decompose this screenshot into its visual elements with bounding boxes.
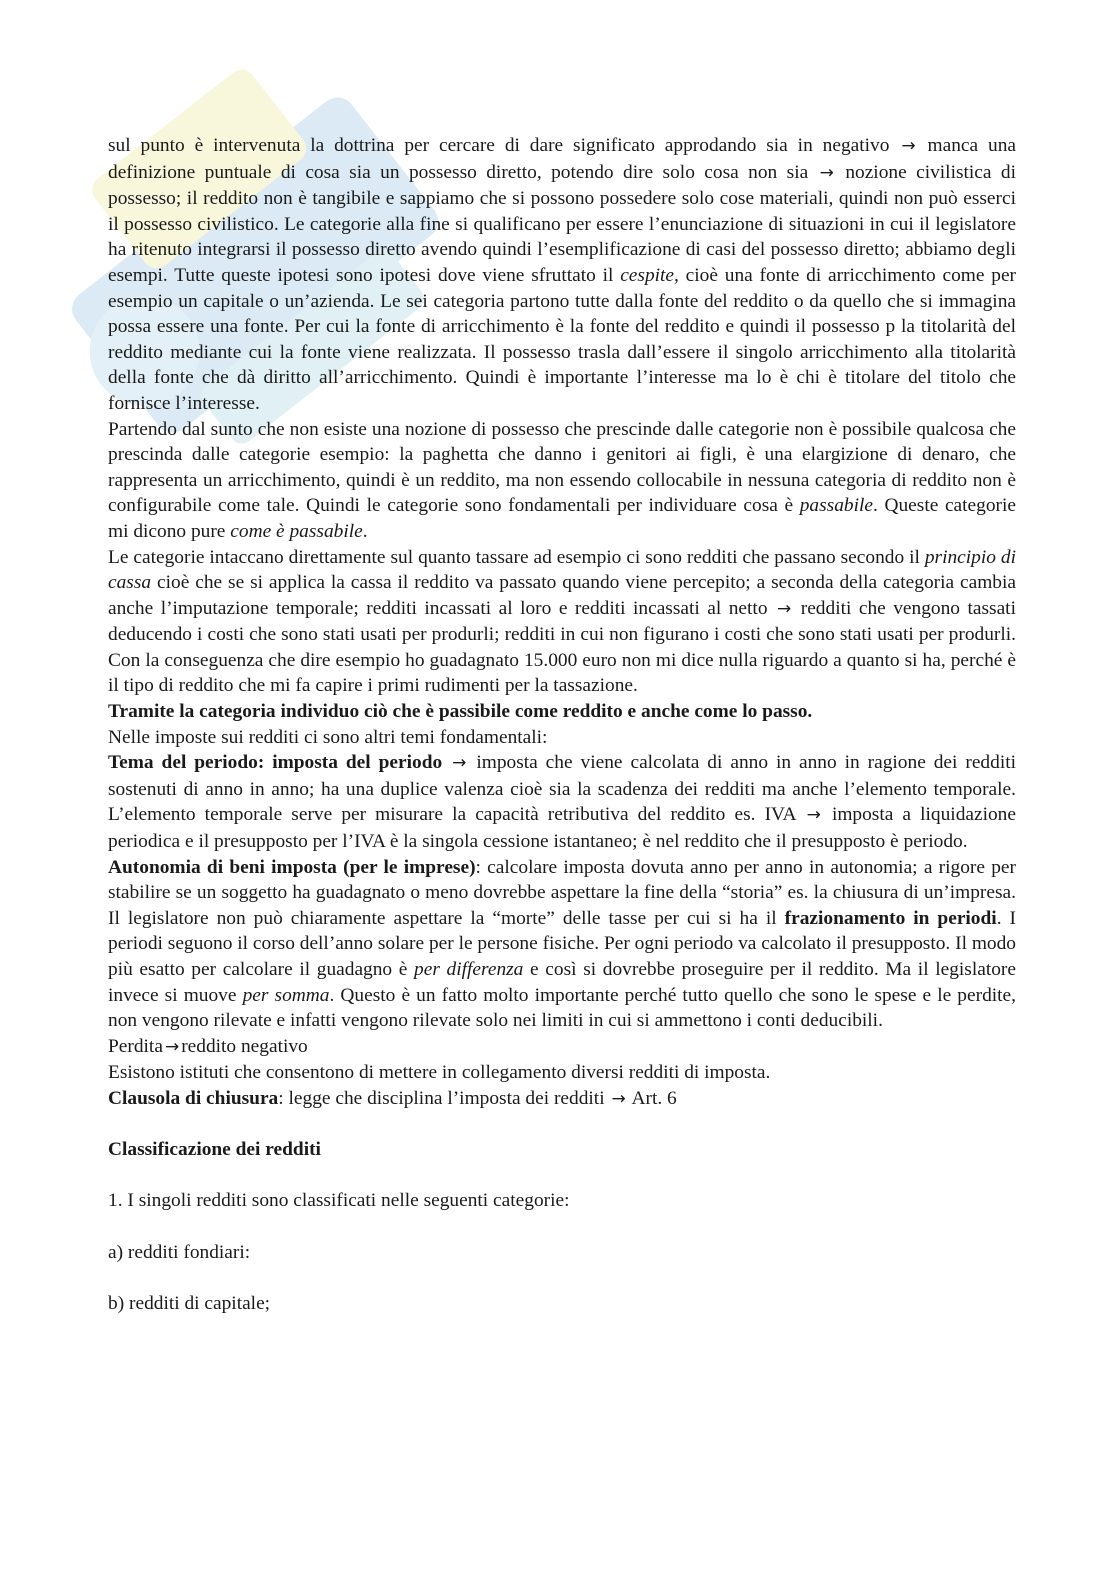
- bold-term: frazionamento in periodi: [784, 907, 997, 929]
- italic-term: come è passabile: [230, 520, 363, 542]
- paragraph-autonomia: [108, 855, 1016, 1034]
- arrow-right-icon: →: [452, 753, 467, 774]
- arrow-right-icon: →: [611, 1088, 626, 1109]
- text-run: . I periodi seguono il corso dell’anno solare per le persone fisiche. Per ogni periodo va calcolato il presupposto. Il modo più esatto per calcolare il guadagno è: [108, 907, 1016, 980]
- italic-term: per somma: [242, 984, 330, 1006]
- text-run: Partendo dal sunto che non esiste una nozione di possesso che prescinde dalle categorie non è possibile qualcosa che prescinda dalle categorie esempio: la paghetta che danno i genitori ai figli, è una elargizione di denaro, che rappresenta un arricchimento, quindi è un reddito, ma non essendo collocabile in nessuna categoria di reddito non è configurabile come tale. Quindi le categorie sono fondamentali per individuare cosa è: [108, 418, 1016, 517]
- text-run: imposta a liquidazione periodica e il presupposto per l’IVA è la singola cessione istantaneo; è nel reddito che il presupposto è periodo.: [108, 804, 1016, 853]
- document-body: [108, 133, 1016, 1317]
- arrow-right-icon: →: [164, 1036, 180, 1057]
- heading-text: Classificazione dei redditi: [108, 1138, 321, 1160]
- bold-statement: [108, 699, 1016, 725]
- text-run: sul punto è intervenuta la dottrina per cercare di dare significato approdando sia in negativo: [108, 135, 890, 156]
- text-run: .: [362, 520, 368, 542]
- italic-term: passabile: [799, 495, 873, 517]
- clausola-line: [108, 1086, 1016, 1113]
- paragraph-tema-periodo: [108, 750, 1016, 854]
- intro-line: [108, 725, 1016, 751]
- paragraph-categorie: [108, 417, 1016, 545]
- clause-b: [108, 1291, 1016, 1317]
- text-run: 1. I singoli redditi sono classificati nelle seguenti categorie:: [108, 1190, 570, 1212]
- text-run: imposta che viene calcolata di anno in anno in ragione dei redditi sostenuti di anno in anno; ha una duplice valenza cioè sia la scadenza dei redditi ma anche l’elemento temporale. L’elemento temporale serve per misurare la capacità retributiva del reddito es. IVA: [108, 752, 1016, 826]
- clause-a: [108, 1240, 1016, 1266]
- text-run: . Queste categorie mi dicono pure: [108, 495, 1016, 542]
- text-run: Art. 6: [631, 1087, 677, 1109]
- bold-text: Tramite la categoria individuo ciò che è passibile come reddito e anche come lo passo.: [108, 701, 813, 723]
- arrow-right-icon: →: [777, 598, 792, 619]
- text-run: , cioè una fonte di arricchimento come per esempio un capitale o un’azienda. Le sei categoria partono tutte dalla fonte del reddito o da quello che si immagina possa essere una fonte. Per cui la fonte di arricchimento è la fonte del reddito e quindi il possesso p la titolarità del reddito mediante cui la fonte viene realizzata. Il possesso trasla dall’essere il singolo arricchimento alla titolarità della fonte che dà diritto all’arricchimento. Quindi è importante l’interesse ma lo è chi è titolare del titolo che fornisce l’interesse.: [108, 264, 1017, 414]
- text-run: nozione civilistica di possesso; il reddito non è tangibile e sappiamo che si possono possedere solo cose materiali, quindi non può esserci il possesso civilistico. Le categorie alla fine si qualificano per essere l’enunciazione di situazioni in cui il legislatore ha ritenuto integrarsi il possesso diretto avendo quindi l’esemplificazione di casi del possesso diretto; abbiamo degli esempi. Tutte queste ipotesi sono ipotesi dove viene sfruttato il: [108, 161, 1016, 286]
- text-run: Esistono istituti che consentono di mettere in collegamento diversi redditi di imposta.: [108, 1062, 771, 1084]
- text-run: reddito negativo: [181, 1035, 308, 1057]
- perdita-line: [108, 1034, 1016, 1061]
- text-run: Le categorie intaccano direttamente sul quanto tassare ad esempio ci sono redditi che passano secondo il: [108, 546, 920, 568]
- text-run: redditi che vengono tassati deducendo i costi che sono stati usati per produrli; redditi in cui non figurano i costi che sono stati usati per produrli. Con la conseguenza che dire esempio ho guadagnato 15.000 euro non mi dice nulla riguardo a quanto si ha, perché è il tipo di reddito che mi fa capire i primi rudimenti per la tassazione.: [108, 597, 1016, 697]
- clause-1: [108, 1188, 1016, 1214]
- text-run: manca una definizione puntuale di cosa sia un possesso diretto, potendo dire solo cosa non sia: [108, 135, 1016, 183]
- bold-term: Clausola di chiusura: [108, 1087, 279, 1109]
- text-run: Perdita: [108, 1035, 163, 1057]
- italic-term: per differenza: [414, 959, 524, 980]
- italic-term: principio di cassa: [108, 546, 1016, 594]
- text-run: : calcolare imposta dovuta anno per anno in autonomia; a rigore per stabilire se un soggetto ha guadagnato o meno dovrebbe aspettare la fine della “storia” es. la chiusura di un’impresa. Il legislatore non può chiaramente aspettare la “morte” delle tasse per cui si ha il: [108, 856, 1016, 929]
- paragraph-tassazione: [108, 545, 1016, 700]
- text-run: Nelle imposte sui redditi ci sono altri temi fondamentali:: [108, 726, 548, 748]
- paragraph-possesso: [108, 133, 1016, 417]
- text-run: : legge che disciplina l’imposta dei redditi: [278, 1087, 605, 1109]
- arrow-right-icon: →: [901, 136, 916, 156]
- section-heading: [108, 1137, 1016, 1163]
- arrow-right-icon: →: [819, 162, 834, 183]
- text-run: cioè che se si applica la cassa il reddito va passato quando viene percepito; a seconda della categoria cambia anche l’imputazione temporale; redditi incassati al loro e redditi incassati al netto: [108, 572, 1016, 619]
- istituti-line: [108, 1060, 1016, 1086]
- text-run: a) redditi fondiari:: [108, 1241, 251, 1263]
- text-run: . Questo è un fatto molto importante perché tutto quello che sono le spese e le perdite, non vengono rilevate e infatti vengono rilevate solo nei limiti in cui si ammettono i conti deducibili.: [108, 984, 1016, 1032]
- bold-term: Tema del periodo: imposta del periodo: [108, 752, 443, 774]
- italic-term: cespite: [620, 264, 675, 286]
- text-run: e così si dovrebbe proseguire per il reddito. Ma il legislatore invece si muove: [108, 959, 1016, 1006]
- bold-term: Autonomia di beni imposta (per le imprese): [108, 856, 476, 878]
- text-run: b) redditi di capitale;: [108, 1293, 271, 1315]
- arrow-right-icon: →: [806, 805, 821, 826]
